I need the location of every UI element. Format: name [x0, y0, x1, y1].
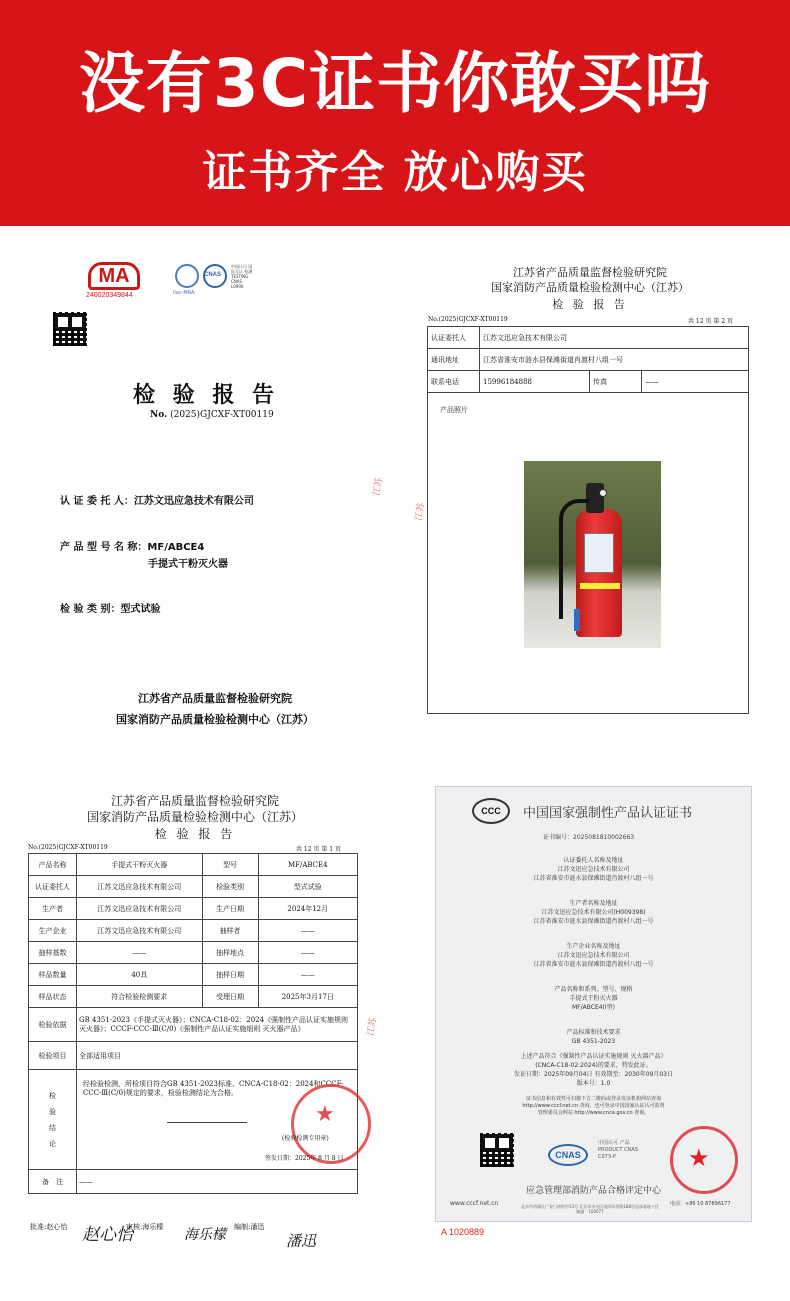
p1-sign-date: 签发日期：2025年 8 月 8 日	[265, 1155, 344, 1162]
p1-remark-label: 备 注	[29, 1170, 77, 1194]
p1-cell-value: 符合检验检测要求	[77, 986, 203, 1008]
table-row	[29, 942, 358, 964]
p1-cell-value: ——	[258, 942, 357, 964]
p1-info-table	[28, 853, 358, 1194]
cert-title: 中国国家强制性产品认证证书	[523, 806, 693, 821]
p1-cell-value: MF/ABCE4	[258, 854, 357, 876]
ilac-logo	[175, 264, 199, 288]
p1-cell-value: 江苏文迅应急技术有限公司	[77, 920, 203, 942]
banner-subline: 证书齐全 放心购买	[202, 147, 588, 198]
p1-basis-value: GB 4351-2023《手提式灭火器》；CNCA-C18-02：2024《强制性产品认证实施规则 灭火器》；CCCF-CCC-Ⅲ(C/0)《强制性产品认证实施细则 灭火器产品》	[77, 1008, 358, 1042]
cover-client-label: 认 证 委 托 人：	[60, 496, 134, 507]
cover-org2: 国家消防产品质量检验检测中心（江苏）	[116, 713, 314, 726]
table-row	[428, 327, 749, 349]
p1-cell-value: 江苏文迅应急技术有限公司	[77, 898, 203, 920]
p1-cell-label: 抽样基数	[29, 942, 77, 964]
p1-items-label: 检验项目	[29, 1042, 77, 1070]
p1-cell-label: 样品状态	[29, 986, 77, 1008]
p1-conclusion-label: 检 验 结 论	[49, 1091, 56, 1148]
table-row	[29, 876, 358, 898]
p1-remark-value: ——	[77, 1170, 358, 1194]
p2-report-no: No.(2025)GJCXF-XT00119	[428, 316, 508, 323]
cert-s4-line1: 手提式干粉灭火器	[569, 995, 618, 1002]
cert-cnas-text: 中国认可 产品 PRODUCT CNAS C073-P	[598, 1140, 638, 1160]
cert-s4-head: 产品名称和系列、型号、规格	[554, 986, 633, 993]
table-row	[29, 920, 358, 942]
p1-cell-value: ——	[258, 920, 357, 942]
ccc-logo: CCC	[472, 798, 510, 824]
p2-page-count: 共 12 页 第 2 页	[688, 318, 733, 325]
p2-org1: 江苏省产品质量监督检验研究院	[513, 266, 667, 279]
cma-mark: MA	[88, 262, 140, 290]
p1-signature-reviewer: 海乐檬	[184, 1227, 226, 1243]
cover-no-label: No.	[150, 410, 168, 420]
p1-cell-label: 生产企业	[29, 920, 77, 942]
table-row	[29, 1042, 358, 1070]
p2-info-table	[427, 326, 749, 393]
p2-phone-value: 15996184888	[480, 371, 590, 393]
p1-cell-label: 抽样日期	[202, 964, 258, 986]
cert-cnas-logo: CNAS	[548, 1144, 588, 1166]
p1-org1: 江苏省产品质量监督检验研究院	[110, 794, 279, 808]
p1-cell-value: ——	[258, 964, 357, 986]
p1-cell-label: 抽样者	[202, 920, 258, 942]
p2-org2: 国家消防产品质量检验检测中心（江苏）	[491, 281, 689, 294]
p1-basis-label: 检验依据	[29, 1008, 77, 1042]
cert-s6-line4: 版本号：1.0	[576, 1080, 611, 1087]
table-row	[428, 371, 749, 393]
cover-model-label: 产 品 型 号 名 称：	[60, 542, 148, 553]
cert-s7-line3: 管理委员会网站 http://www.cnca.gov.cn 查询。	[537, 1110, 650, 1116]
p2-phone-label: 联系电话	[428, 371, 480, 393]
p1-cell-value: 2025年3月17日	[258, 986, 357, 1008]
cert-s2-line2: 江苏省淮安市涟水县保滩街道肖渡村八组一号	[533, 918, 654, 925]
cert-s1-head: 认证委托人名称及地址	[563, 857, 624, 864]
cover-seal-edge: 江苏	[371, 477, 385, 497]
p2-photo-label: 产品照片	[440, 406, 468, 414]
cover-title: 检 验 报 告	[133, 382, 279, 408]
cert-tel: 电话：+86 10 87896177	[670, 1201, 731, 1207]
p1-title: 检 验 报 告	[154, 827, 236, 841]
p2-seal-edge: 江苏	[413, 502, 427, 522]
p1-cell-label: 产品名称	[29, 854, 77, 876]
cover-type-label: 检 验 类 别：	[60, 604, 121, 615]
cert-s5-line1: GB 4351-2023	[571, 1038, 616, 1045]
p1-report-no: No.(2025)GJCXF-XT00119	[28, 844, 108, 851]
table-row	[29, 1008, 358, 1042]
cert-url: www.cccf.net.cn	[450, 1200, 499, 1207]
cert-s1-line1: 江苏文迅应急技术有限公司	[557, 866, 630, 873]
cover-model-value: MF/ABCE4	[147, 542, 205, 553]
cert-s1-line2: 江苏省淮安市涟水县保滩街道肖渡村八组一号	[533, 875, 654, 882]
p1-cell-value: 型式试验	[258, 876, 357, 898]
cert-s2-head: 生产者名称及地址	[569, 900, 618, 907]
p1-conclusion-value: 经检验检测，所检项目符合GB 4351-2023标准、CNCA-C18-02：2024和CCCF-CCC-Ⅲ(C/0)规定的要求，检验检测结论为合格。	[83, 1080, 344, 1097]
p2-title: 检 验 报 告	[552, 298, 628, 311]
cert-qr-code	[480, 1133, 514, 1167]
p1-reviewer: 审核:海乐檬	[126, 1223, 164, 1231]
cma-number: 240020349844	[86, 292, 133, 299]
table-row	[29, 986, 358, 1008]
cnas-label: CNAS	[204, 272, 222, 278]
cover-org1: 江苏省产品质量监督检验研究院	[138, 692, 292, 705]
p1-signature-approver: 赵心怡	[82, 1225, 133, 1245]
cert-number: 证书编号：2025081810002663	[543, 834, 635, 841]
p1-cell-label: 样品数量	[29, 964, 77, 986]
table-row	[29, 854, 358, 876]
cert-address: 北京市西城区广安门南街甲13号 北京市丰台区南四环西路188号总部基地十区 邮编：100077	[521, 1204, 659, 1214]
cert-seal-star-icon: ★	[688, 1144, 710, 1172]
cert-s6-line1: 上述产品符合《强制性产品认证实施规则 灭火器产品》	[520, 1053, 667, 1060]
ilac-label: ilac-MRA	[173, 290, 195, 296]
cert-s4-line2: MF/ABCE4(I型)	[571, 1004, 615, 1011]
p1-cell-label: 型号	[202, 854, 258, 876]
cert-s2-line1: 江苏文迅应急技术有限公司(H009398)	[541, 909, 646, 916]
cover-no-value: (2025)GJCXF-XT00119	[170, 410, 274, 420]
table-row	[29, 1170, 358, 1194]
cert-serial: A 1020889	[441, 1227, 485, 1237]
p2-addr-label: 通讯地址	[428, 349, 480, 371]
p1-sign-line	[167, 1122, 247, 1123]
table-row	[29, 898, 358, 920]
promo-banner	[0, 0, 790, 226]
banner-headline: 没有3C证书你敢买吗	[78, 45, 712, 122]
p1-stamp-text: (检验检测专用章)	[282, 1135, 329, 1142]
p1-cell-label: 检验类别	[202, 876, 258, 898]
p1-cell-value: 江苏文迅应急技术有限公司	[77, 876, 203, 898]
p1-cell-value: 40具	[77, 964, 203, 986]
p1-cell-value: 2024年12月	[258, 898, 357, 920]
cert-s3-head: 生产企业名称及地址	[566, 943, 621, 950]
p1-editor: 编制:潘迅	[234, 1223, 265, 1231]
p2-fax-label: 传真	[590, 371, 642, 393]
cover-client-value: 江苏文迅应急技术有限公司	[133, 496, 254, 507]
cert-s3-line2: 江苏省淮安市涟水县保滩街道肖渡村八组一号	[533, 961, 654, 968]
cert-s5-head: 产品标准和技术要求	[566, 1029, 621, 1036]
p1-cell-label: 认证委托人	[29, 876, 77, 898]
p1-cell-value: ——	[77, 942, 203, 964]
p1-items-value: 全部适用项目	[77, 1042, 358, 1070]
p2-client-value: 江苏文迅应急技术有限公司	[480, 327, 749, 349]
cnas-small-text: 中国认可 国际互认 检测 TESTING CNAS L0990	[231, 264, 253, 289]
p1-seal-star-icon: ★	[315, 1102, 335, 1127]
p1-cell-label: 生产者	[29, 898, 77, 920]
cover-model-name: 手提式干粉灭火器	[148, 559, 228, 570]
cert-issuer: 应急管理部消防产品合格评定中心	[525, 1186, 661, 1196]
cert-s6-line3: 发证日期：2025年09月04日 有效期至：2030年09月03日	[514, 1071, 673, 1078]
p1-signature-editor: 潘迅	[286, 1232, 317, 1250]
extinguisher-photo	[524, 461, 661, 648]
table-row	[428, 349, 749, 371]
p1-approver: 批准:赵心怡	[30, 1223, 68, 1231]
p2-fax-value: ——	[642, 371, 749, 393]
p1-cell-value: 手提式干粉灭火器	[77, 854, 203, 876]
cert-s7-line1: 证书信息和有效性可扫描下方二维码或登录发证机构网站查询	[525, 1096, 661, 1102]
cover-type-value: 型式试验	[120, 604, 161, 615]
p1-cell-label: 抽样地点	[202, 942, 258, 964]
cert-s6-line2: (CNCA-C18-02:2024)的要求，特发此证。	[535, 1062, 652, 1069]
p2-addr-value: 江苏省淮安市涟水县保滩街道肖渡村八组一号	[480, 349, 749, 371]
cover-qr-code	[53, 312, 87, 346]
p2-client-label: 认证委托人	[428, 327, 480, 349]
p1-seal-edge: 江苏	[365, 1017, 379, 1037]
cert-s3-line1: 江苏文迅应急技术有限公司	[557, 952, 630, 959]
p1-org2: 国家消防产品质量检验检测中心（江苏）	[86, 810, 303, 824]
cert-s7-line2: http://www.cccf.net.cn 查询，也可登录中国国家认证认可监督	[522, 1103, 665, 1109]
p1-cell-label: 受理日期	[202, 986, 258, 1008]
p1-cell-label: 生产日期	[202, 898, 258, 920]
p1-page-count: 共 12 页 第 1 页	[296, 846, 341, 853]
table-row	[29, 964, 358, 986]
table-row	[29, 1070, 358, 1170]
